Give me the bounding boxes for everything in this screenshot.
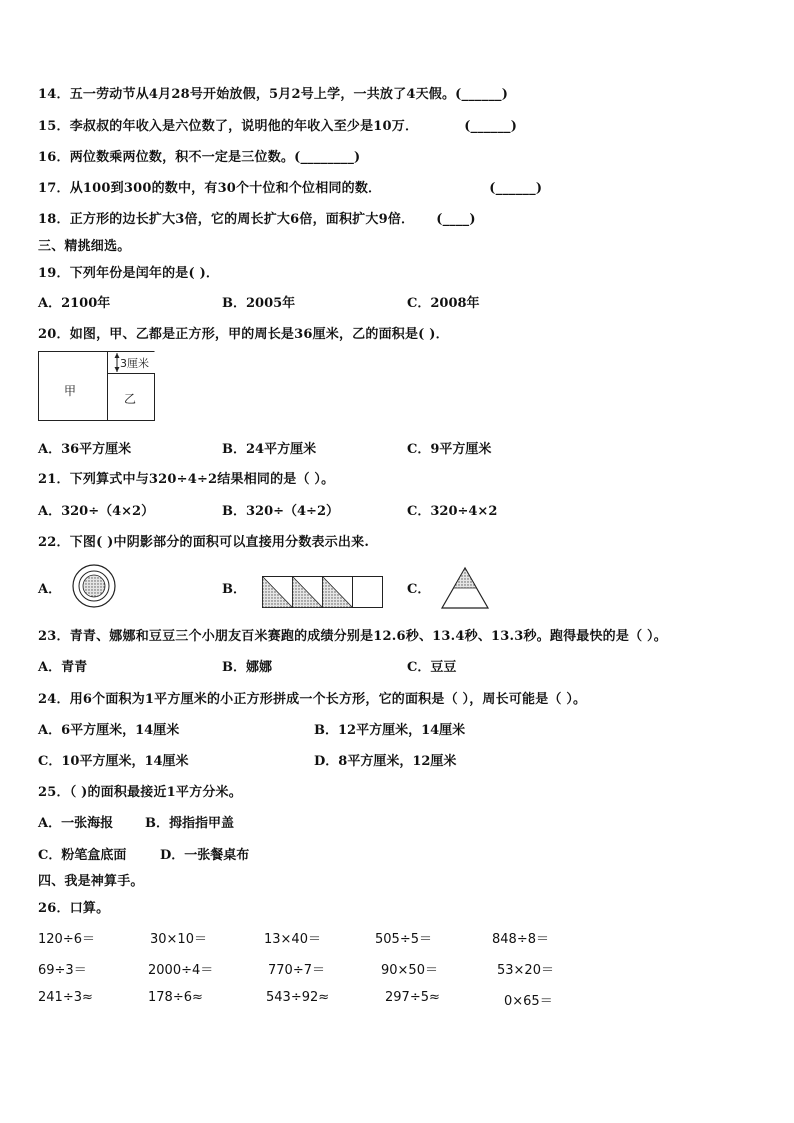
option-b[interactable]: B．娜娜 [222,660,272,675]
answer-blank[interactable]: (______) [489,181,543,196]
option-b[interactable]: B．320÷（4÷2） [222,504,340,519]
question-14 [38,83,508,102]
calc-item: 770÷7＝ [268,963,325,978]
option-a[interactable]: A．36平方厘米 [38,442,132,457]
calc-item: 2000÷4＝ [148,963,214,978]
option-d[interactable]: D．一张餐桌布 [160,848,250,863]
label-yi: 乙 [124,392,137,406]
question-18 [38,208,476,227]
calc-item: 120÷6＝ [38,932,95,947]
option-a[interactable]: A．320÷（4×2） [38,504,155,519]
squares-figure [38,351,163,425]
section-title-3: 三、精挑细选。 [38,239,131,254]
option-c[interactable]: C．2008年 [407,296,480,311]
option-a[interactable]: A．2100年 [38,296,111,311]
question-23: 23．青青、娜娜和豆豆三个小朋友百米赛跑的成绩分别是12.6秒、13.4秒、13.3秒。跑得最快的是（ ）。 [38,629,667,644]
calc-item: 0×65＝ [504,994,553,1009]
calc-item: 53×20＝ [497,963,554,978]
answer-blank[interactable]: (____) [436,212,476,227]
section-title-4: 四、我是神算手。 [38,874,144,889]
option-d[interactable]: D．8平方厘米，12厘米 [314,754,457,769]
calc-item: 241÷3≈ [38,990,93,1005]
question-text: 18．正方形的边长扩大3倍，它的周长扩大6倍，面积扩大9倍． [38,212,415,227]
option-b[interactable]: B．拇指指甲盖 [145,816,234,831]
question-15 [38,115,517,134]
option-a[interactable]: A． [38,582,62,597]
calc-item: 505÷5＝ [375,932,432,947]
option-c[interactable]: C．豆豆 [407,660,457,675]
triangle-figure[interactable] [440,566,490,610]
option-b[interactable]: B．24平方厘米 [222,442,317,457]
calc-item: 543÷92≈ [266,990,330,1005]
option-c[interactable]: C．粉笔盒底面 [38,848,127,863]
option-c[interactable]: C．10平方厘米，14厘米 [38,754,189,769]
ring-circle-figure[interactable] [70,562,118,610]
label-dimension: 3厘米 [120,357,149,370]
answer-blank[interactable]: (______) [464,119,518,134]
option-b[interactable]: B．2005年 [222,296,296,311]
question-21: 21．下列算式中与320÷4÷2结果相同的是（ ）。 [38,472,335,487]
option-b[interactable]: B．12平方厘米，14厘米 [314,723,466,738]
option-a[interactable]: A．6平方厘米，14厘米 [38,723,180,738]
calc-item: 69÷3＝ [38,963,87,978]
option-c[interactable]: C．320÷4×2 [407,504,498,519]
strip-triangles-figure[interactable] [262,576,384,610]
answer-blank[interactable]: (______) [455,87,509,102]
option-c[interactable]: C．9平方厘米 [407,442,492,457]
question-22: 22．下图( )中阴影部分的面积可以直接用分数表示出来. [38,535,370,550]
calc-item: 178÷6≈ [148,990,203,1005]
calc-item: 90×50＝ [381,963,438,978]
question-16 [38,146,360,165]
option-a[interactable]: A．青青 [38,660,88,675]
calc-item: 13×40＝ [264,932,321,947]
calc-item: 30×10＝ [150,932,207,947]
calc-item: 297÷5≈ [385,990,440,1005]
option-a[interactable]: A．一张海报 [38,816,114,831]
question-19: 19．下列年份是闰年的是( )． [38,266,220,281]
question-text: 17．从100到300的数中，有30个十位和个位相同的数． [38,181,382,196]
question-26: 26．口算。 [38,901,110,916]
question-text: 15．李叔叔的年收入是六位数了，说明他的年收入至少是10万． [38,119,419,134]
answer-blank[interactable]: (________) [294,150,361,165]
question-17 [38,177,542,196]
option-c[interactable]: C． [407,582,431,597]
calc-item: 848÷8＝ [492,932,549,947]
label-jia: 甲 [64,384,77,398]
question-24: 24．用6个面积为1平方厘米的小正方形拼成一个长方形，它的面积是（ ），周长可能是（ ）。 [38,692,587,707]
question-text: 16．两位数乘两位数，积不一定是三位数。 [38,150,295,165]
question-text: 14．五一劳动节从4月28号开始放假，5月2号上学，一共放了4天假。 [38,87,456,102]
option-b[interactable]: B． [222,582,246,597]
question-20: 20．如图，甲、乙都是正方形，甲的周长是36厘米，乙的面积是( )． [38,327,449,342]
question-25: 25．（ )的面积最接近1平方分米。 [38,785,242,800]
